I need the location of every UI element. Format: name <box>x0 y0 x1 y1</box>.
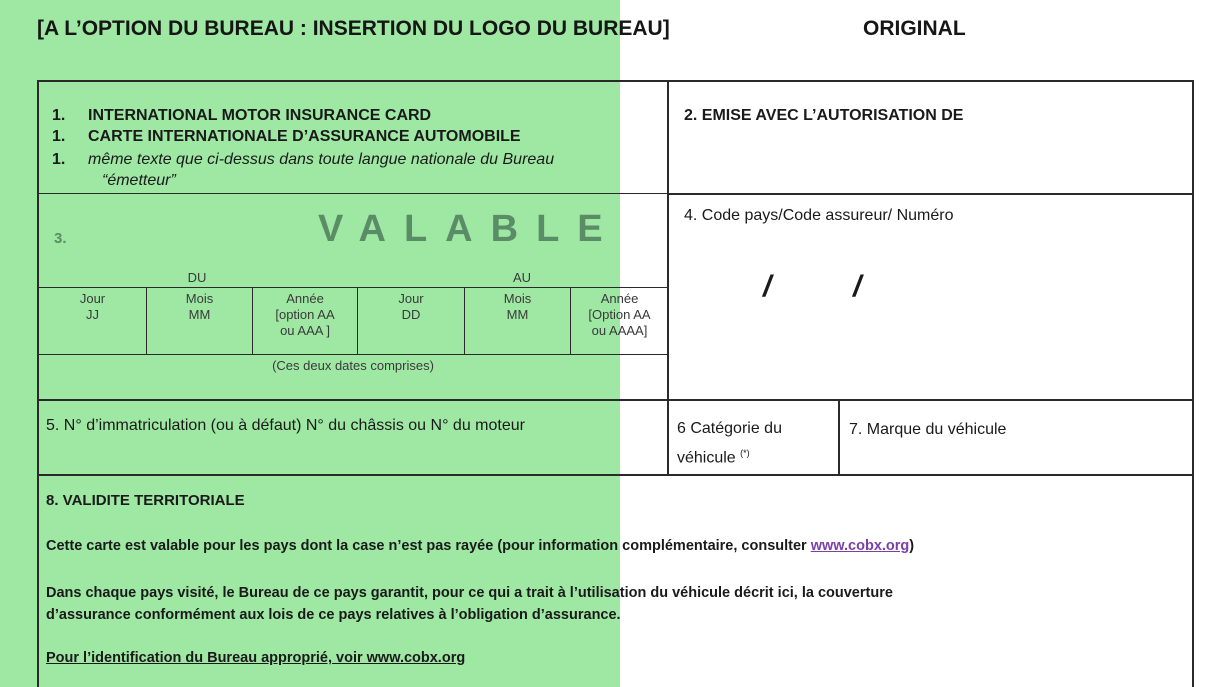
section4-country-insurer-number: 4. Code pays/Code assureur/ Numéro <box>684 207 954 224</box>
border-right <box>1192 80 1194 687</box>
section8-bureau-identification-note: Pour l’identification du Bureau approprié, voir www.cobx.org <box>46 650 466 666</box>
divider-row-5 <box>37 399 1194 401</box>
date-col-divider-2 <box>252 287 253 355</box>
section1-line-2: 1. CARTE INTERNATIONALE D’ASSURANCE AUTOMOBILE <box>52 128 521 145</box>
border-left <box>37 80 39 687</box>
date-col-year-from: Année [option AA ou AAA ] <box>275 291 335 338</box>
date-col-year-to: Année [Option AA ou AAAA] <box>588 291 651 338</box>
section4-separator-1: / <box>763 270 772 303</box>
section3-valid-title: VALABLE <box>318 208 621 250</box>
section6-vehicle-category: 6 Catégorie du véhicule (*) <box>677 420 782 467</box>
section8-title: 8. VALIDITE TERRITORIALE <box>46 492 245 509</box>
section7-vehicle-make: 7. Marque du véhicule <box>849 421 1007 438</box>
date-col-divider-5 <box>570 287 571 355</box>
date-col-divider-3 <box>357 287 358 355</box>
section3-to-label: AU <box>512 270 532 285</box>
date-col-month-from: Mois MM <box>185 291 214 322</box>
date-table-top <box>37 287 669 288</box>
section2-issued-with-authorization: 2. EMISE AVEC L’AUTORISATION DE <box>684 107 964 124</box>
section8-paragraph-1: Cette carte est valable pour les pays dont la case n’est pas rayée (pour information complémentaire, consulter www.cobx.org) <box>46 538 915 554</box>
date-col-month-to: Mois MM <box>503 291 532 322</box>
section5-registration-number: 5. N° d’immatriculation (ou à défaut) N° du châssis ou N° du moteur <box>46 417 525 434</box>
section3-from-label: DU <box>187 270 207 285</box>
section4-separator-2: / <box>853 270 862 303</box>
date-col-day-to: Jour DD <box>398 291 424 322</box>
date-col-divider-4 <box>464 287 465 355</box>
section1-line-3: 1. même texte que ci-dessus dans toute langue nationale du Bureau <box>52 151 555 168</box>
section3-number: 3. <box>54 230 67 247</box>
section3-dates-inclusive-note: (Ces deux dates comprises) <box>272 358 434 373</box>
cobx-link[interactable]: www.cobx.org <box>810 538 910 554</box>
date-table-bottom <box>37 354 669 355</box>
date-col-divider-1 <box>146 287 147 355</box>
section1-continuation: “émetteur” <box>102 172 176 189</box>
divider-row-8 <box>37 474 1194 476</box>
divider-6-7 <box>838 399 840 476</box>
section1-line-1: 1. INTERNATIONAL MOTOR INSURANCE CARD <box>52 107 432 124</box>
divider-1-3 <box>37 193 669 194</box>
border-top <box>37 80 1194 82</box>
divider-2-4 <box>667 193 1194 195</box>
divider-vertical-main <box>667 80 669 475</box>
header-office-logo-note: [A L’OPTION DU BUREAU : INSERTION DU LOGO DU BUREAU] <box>37 17 670 40</box>
date-col-day-from: Jour JJ <box>79 291 106 322</box>
header-original-label: ORIGINAL <box>863 17 966 40</box>
section8-paragraph-2: Dans chaque pays visité, le Bureau de ce pays garantit, pour ce qui a trait à l’utilisation du véhicule décrit ici, la couverture d’assurance conformément aux lois de ce pays relatives à l’obligation d’assurance. <box>46 585 893 623</box>
